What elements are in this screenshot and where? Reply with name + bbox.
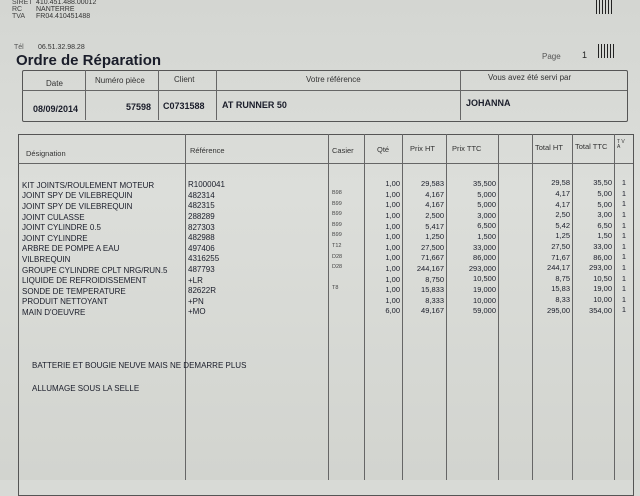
cell-prix-ttc: 10,500 xyxy=(473,274,496,284)
cell-reference: +MO xyxy=(188,307,206,317)
table-col-sep xyxy=(402,134,403,480)
cell-designation: JOINT CYLINDRE xyxy=(22,233,88,243)
cell-prix-ttc: 6,500 xyxy=(477,221,496,231)
info-col-sep xyxy=(85,70,86,120)
cell-total-ttc: 86,00 xyxy=(593,252,612,262)
cell-casier: B99 xyxy=(332,211,342,218)
date-value: 08/09/2014 xyxy=(33,104,79,114)
info-divider xyxy=(22,90,627,91)
cell-qte: 1,00 xyxy=(385,221,400,231)
tel-label: Tél xyxy=(14,44,24,51)
col-reference: Référence xyxy=(190,146,225,155)
siret-label: SIRET xyxy=(12,0,33,6)
cell-total-ht: 29,58 xyxy=(551,178,570,188)
cell-total-ht: 27,50 xyxy=(551,242,570,252)
page-label: Page xyxy=(542,52,561,61)
cell-designation: KIT JOINTS/ROULEMENT MOTEUR xyxy=(22,180,155,190)
table-col-sep xyxy=(614,134,615,480)
cell-reference: 4316255 xyxy=(188,254,220,264)
col-prix-ht: Prix HT xyxy=(410,144,435,153)
tva-label: TVA xyxy=(12,13,26,20)
cell-reference: 482988 xyxy=(188,233,215,243)
cell-qte: 1,00 xyxy=(385,211,400,221)
rc-value: NANTERRE xyxy=(36,6,75,13)
col-qte: Qté xyxy=(377,145,390,154)
cell-prix-ttc: 19,000 xyxy=(473,284,496,294)
cell-designation: JOINT CULASSE xyxy=(22,212,85,222)
cell-total-ttc: 10,50 xyxy=(593,273,612,283)
cell-qte: 1,00 xyxy=(385,242,400,252)
col-designation: Désignation xyxy=(26,149,66,158)
table-col-sep xyxy=(364,134,365,480)
col-tva: T V A xyxy=(617,139,625,150)
cell-total-ht: 8,33 xyxy=(555,295,570,305)
cell-total-ht: 71,67 xyxy=(551,252,570,262)
cell-total-ttc: 19,00 xyxy=(593,284,612,294)
cell-tva: 1 xyxy=(621,178,626,188)
cell-prix-ttc: 5,000 xyxy=(477,189,496,199)
cell-prix-ttc: 5,000 xyxy=(477,200,496,210)
cell-reference: 82622R xyxy=(188,286,217,296)
cell-qte: 1,00 xyxy=(385,189,400,199)
cell-tva: 1 xyxy=(621,273,626,283)
col-total-ht: Total HT xyxy=(535,143,563,152)
cell-casier: B99 xyxy=(332,221,342,228)
cell-reference: +LR xyxy=(188,275,203,285)
cell-reference: +PN xyxy=(188,296,204,306)
cell-prix-ttc: 33,000 xyxy=(473,242,496,252)
cell-tva: 1 xyxy=(621,294,626,304)
client-value: C0731588 xyxy=(163,101,205,111)
cell-prix-ht: 1,250 xyxy=(425,232,444,242)
cell-casier: T12 xyxy=(332,243,342,250)
tel-value: 06.51.32.98.28 xyxy=(38,44,85,51)
cell-prix-ht: 8,333 xyxy=(425,295,444,305)
cell-prix-ht: 244,167 xyxy=(416,263,444,273)
cell-reference: 497406 xyxy=(188,243,215,253)
cell-casier: D28 xyxy=(332,264,343,271)
cell-total-ht: 4,17 xyxy=(555,189,570,199)
cell-reference: R1000041 xyxy=(188,180,225,190)
tva-value: FR04.410451488 xyxy=(36,13,91,20)
date-label: Date xyxy=(46,79,63,88)
cell-tva: 1 xyxy=(621,209,626,219)
cell-prix-ttc: 293,000 xyxy=(468,263,496,273)
table-col-sep xyxy=(328,134,329,480)
cell-prix-ttc: 3,000 xyxy=(477,210,496,220)
cell-tva: 1 xyxy=(621,284,626,294)
cell-designation: JOINT SPY DE VILEBREQUIN xyxy=(22,202,133,212)
cell-total-ttc: 10,00 xyxy=(593,294,612,304)
cell-designation: PRODUIT NETTOYANT xyxy=(22,297,108,307)
cell-total-ttc: 5,00 xyxy=(597,188,612,198)
cell-prix-ht: 29,583 xyxy=(421,179,444,189)
note-line: BATTERIE ET BOUGIE NEUVE MAIS NE DEMARRE PLUS xyxy=(32,361,247,370)
col-prix-ttc: Prix TTC xyxy=(452,144,482,153)
cell-designation: ARBRE DE POMPE A EAU xyxy=(22,244,120,254)
cell-casier: B99 xyxy=(332,232,342,239)
cell-total-ttc: 354,00 xyxy=(589,305,612,315)
cell-designation: MAIN D'OEUVRE xyxy=(22,308,86,318)
page-number: 1 xyxy=(582,50,588,60)
cell-qte: 1,00 xyxy=(385,295,400,305)
cell-total-ht: 8,75 xyxy=(555,273,570,283)
cell-qte: 1,00 xyxy=(385,264,400,274)
cell-tva: 1 xyxy=(621,305,626,315)
col-total-ttc: Total TTC xyxy=(575,142,608,151)
cell-tva: 1 xyxy=(621,252,626,262)
cell-qte: 1,00 xyxy=(385,253,400,263)
table-col-sep xyxy=(446,134,447,480)
cell-prix-ht: 2,500 xyxy=(425,210,444,220)
cell-tva: 1 xyxy=(621,262,626,272)
cell-casier: B99 xyxy=(332,200,342,207)
cell-prix-ht: 4,167 xyxy=(425,189,444,199)
cell-total-ht: 295,00 xyxy=(547,305,570,315)
col-casier: Casier xyxy=(332,146,354,155)
cell-designation: SONDE DE TEMPERATURE xyxy=(22,286,126,296)
cell-tva: 1 xyxy=(621,241,626,251)
cell-reference: 482314 xyxy=(188,190,215,200)
client-label: Client xyxy=(174,75,195,84)
cell-prix-ht: 49,167 xyxy=(421,306,444,316)
table-col-sep xyxy=(532,134,533,480)
piece-value: 57598 xyxy=(126,102,152,112)
cell-prix-ht: 4,167 xyxy=(425,200,444,210)
cell-total-ht: 5,42 xyxy=(555,220,570,230)
cell-total-ht: 15,83 xyxy=(551,284,570,294)
cell-casier: D28 xyxy=(332,253,343,260)
cell-prix-ttc: 35,500 xyxy=(473,178,496,188)
cell-designation: LIQUIDE DE REFROIDISSEMENT xyxy=(22,276,147,286)
served-by-value: JOHANNA xyxy=(466,98,511,108)
cell-prix-ht: 27,500 xyxy=(421,242,444,252)
siret-value: 410.451.488.00012 xyxy=(36,0,97,6)
cell-total-ttc: 35,50 xyxy=(593,178,612,188)
table-col-sep xyxy=(498,134,499,480)
cell-qte: 6,00 xyxy=(385,306,400,316)
cell-designation: JOINT SPY DE VILEBREQUIN xyxy=(22,191,133,201)
info-col-sep xyxy=(216,70,217,120)
cell-prix-ttc: 1,500 xyxy=(477,231,496,241)
cell-prix-ht: 8,750 xyxy=(425,274,444,284)
rc-label: RC xyxy=(12,6,23,13)
cell-designation: GROUPE CYLINDRE CPLT NRG/RUN.5 xyxy=(22,265,168,275)
cell-prix-ttc: 10,000 xyxy=(473,295,496,305)
cell-casier: T8 xyxy=(332,285,339,292)
cell-qte: 1,00 xyxy=(385,274,400,284)
cell-prix-ttc: 59,000 xyxy=(473,306,496,316)
reference-label: Votre référence xyxy=(306,75,361,84)
cell-tva: 1 xyxy=(621,231,626,241)
info-col-sep xyxy=(158,70,159,120)
reference-value: AT RUNNER 50 xyxy=(222,100,287,110)
note-line: ALLUMAGE SOUS LA SELLE xyxy=(32,384,140,393)
cell-qte: 1,00 xyxy=(385,285,400,295)
cell-designation: VILBREQUIN xyxy=(22,255,71,265)
document-title: Ordre de Réparation xyxy=(16,52,162,69)
cell-qte: 1,00 xyxy=(385,232,400,242)
cell-tva: 1 xyxy=(621,220,626,230)
cell-reference: 482315 xyxy=(188,201,215,211)
cell-prix-ht: 71,667 xyxy=(421,253,444,263)
cell-qte: 1,00 xyxy=(385,179,400,189)
cell-total-ttc: 3,00 xyxy=(597,210,612,220)
cell-designation: JOINT CYLINDRE 0.5 xyxy=(22,223,101,233)
piece-label: Numéro pièce xyxy=(95,76,145,85)
cell-reference: 288289 xyxy=(188,211,215,221)
barcode-icon xyxy=(598,44,614,58)
cell-tva: 1 xyxy=(621,199,626,209)
top-barcode-fragment xyxy=(596,0,612,14)
cell-total-ttc: 6,50 xyxy=(597,220,612,230)
cell-casier: B98 xyxy=(332,190,342,197)
served-by-label: Vous avez été servi par xyxy=(488,73,572,82)
cell-total-ht: 1,25 xyxy=(555,231,570,241)
cell-total-ttc: 33,00 xyxy=(593,241,612,251)
cell-total-ht: 2,50 xyxy=(555,210,570,220)
cell-total-ht: 4,17 xyxy=(555,199,570,209)
table-col-sep xyxy=(572,134,573,480)
cell-reference: 827303 xyxy=(188,222,215,232)
cell-total-ttc: 293,00 xyxy=(589,263,612,273)
cell-prix-ttc: 86,000 xyxy=(473,253,496,263)
cell-prix-ht: 5,417 xyxy=(425,221,444,231)
table-col-sep xyxy=(185,134,186,480)
info-col-sep xyxy=(460,70,461,120)
cell-prix-ht: 15,833 xyxy=(421,285,444,295)
table-header-divider xyxy=(18,163,633,164)
cell-total-ht: 244,17 xyxy=(547,263,570,273)
cell-total-ttc: 5,00 xyxy=(597,199,612,209)
cell-tva: 1 xyxy=(621,188,626,198)
cell-total-ttc: 1,50 xyxy=(597,231,612,241)
cell-reference: 487793 xyxy=(188,264,215,274)
cell-qte: 1,00 xyxy=(385,200,400,210)
